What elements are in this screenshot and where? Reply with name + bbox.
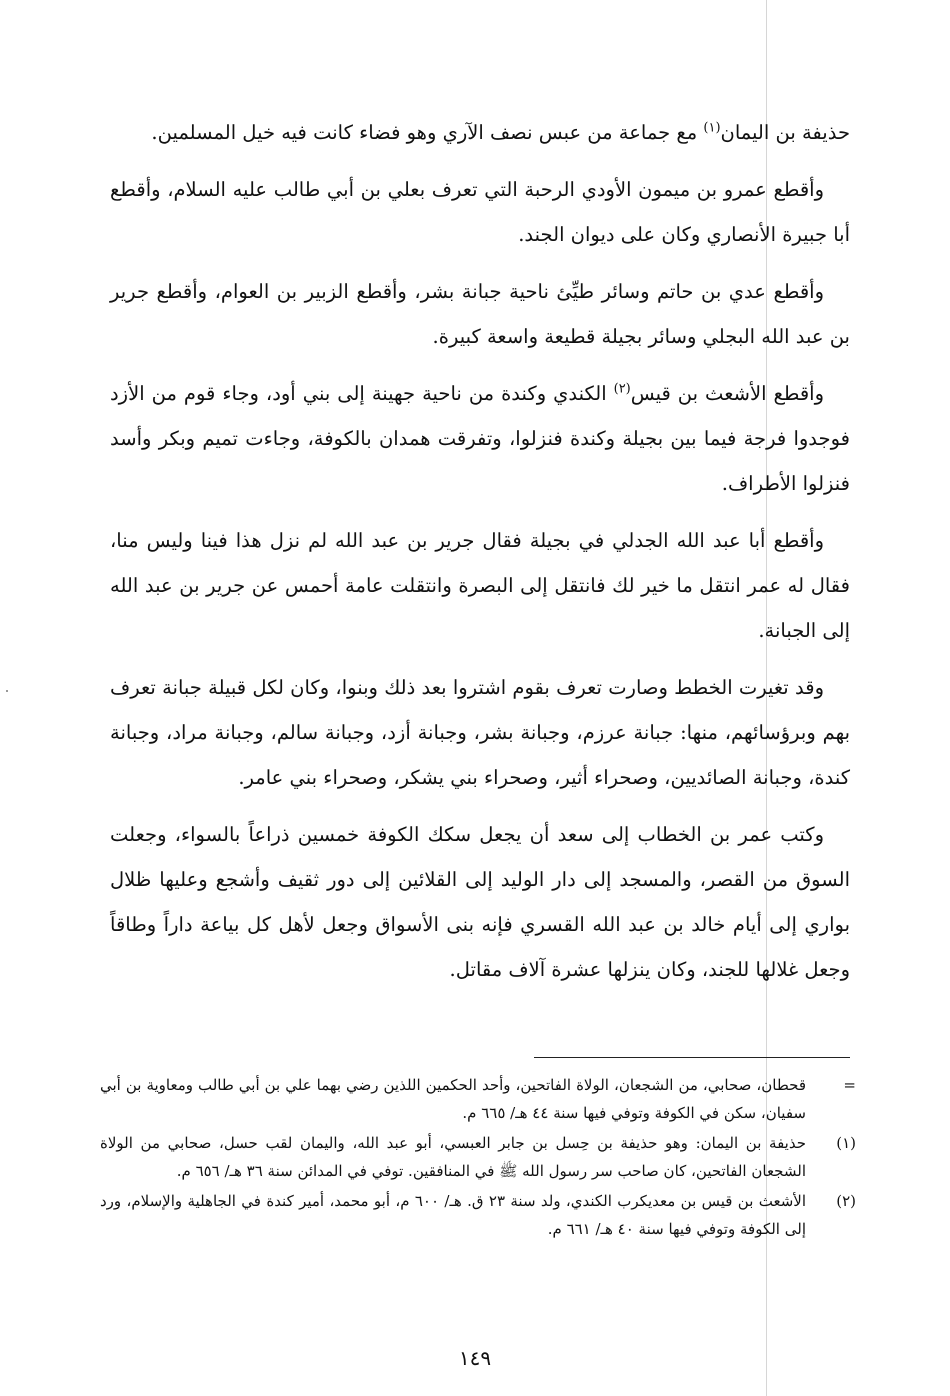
paragraph-5: وأقطع أبا عبد الله الجدلي في بجيلة فقال جرير بن عبد الله لم نزل هذا فينا وليس منا، فقال له عمر انتقل ما خير لك فانتقل إلى البصرة وانتقلت عامة أحمس عن جرير بن عبد الله إلى الجبانة. xyxy=(110,529,850,642)
page-number: ١٤٩ xyxy=(458,1346,492,1370)
paragraph-6: وقد تغيرت الخطط وصارت تعرف بقوم اشتروا بعد ذلك وبنوا، وكان لكل قبيلة جبانة تعرف بهم وبرؤسائهم، منها: جبانة عرزم، وجبانة بشر، وجبانة أزد، وجبانة سالم، وجبانة مراد، وجبانة كندة، وجبانة الصائديين، وصحراء أثير، وصحراء بني يشكر، وصحراء بني عامر. xyxy=(110,676,850,789)
paragraph-3: وأقطع عدي بن حاتم وسائر طيِّئ ناحية جبانة بشر، وأقطع الزبير بن العوام، وأقطع جرير بن عبد الله البجلي وسائر بجيلة قطيعة واسعة كبيرة. xyxy=(110,280,850,348)
footnote-continuation xyxy=(100,1072,856,1127)
paragraph-4: وأقطع الأشعث بن قيس$^{(٢)}$ الكندي وكندة من ناحية جهينة إلى بني أود، وجاء قوم من الأزد فوجدوا فرجة فيما بين بجيلة وكندة فنزلوا، وتفرقت همدان بالكوفة، وجاءت تميم وبكر وأسد فنزلوا الأطراف. xyxy=(110,381,850,495)
footnote-reference-1[interactable]: (١) xyxy=(703,120,721,136)
footnote-separator xyxy=(534,1057,850,1058)
main-text xyxy=(110,110,850,1004)
footnote-reference-2[interactable]: (٢) xyxy=(613,381,631,397)
footnote-marker: = xyxy=(843,1076,856,1094)
footnotes xyxy=(100,1072,856,1246)
footnote-text: قحطان، صحابي، من الشجعان، الولاة الفاتحين، وأحد الحكمين اللذين رضي بهما علي بن أبي طالب ومعاوية بن أبي سفيان، سكن في الكوفة وتوفي فيها سنة ٤٤ هـ/ ٦٦٥ م. xyxy=(100,1076,806,1122)
footnote-text: حذيفة بن اليمان: وهو حذيفة بن حِسل بن جابر العبسي، أبو عبد الله، واليمان لقب حسل، صحابي من الولاة الشجعان الفاتحين، كان صاحب سر رسول الله ﷺ في المنافقين. توفي في المدائن سنة ٣٦ هـ/ ٦٥٦ م. xyxy=(100,1134,806,1180)
footnote-1 xyxy=(100,1130,856,1185)
paragraph-7: وكتب عمر بن الخطاب إلى سعد أن يجعل سكك الكوفة خمسين ذراعاً بالسواء، وجعلت السوق من القصر، والمسجد إلى دار الوليد إلى القلائين إلى دور ثقيف وأشجع وعليها ظلال بواري إلى أيام خالد بن عبد الله القسري فإنه بنى الأسواق وجعل لأهل كل بياعة داراً وطاقاً وجعل غلالها للجند، وكان ينزلها عشرة آلاف مقاتل. xyxy=(110,823,850,981)
paragraph-1: حذيفة بن اليمان$^{(١)}$ مع جماعة من عبس نصف الآري وهو فضاء كانت فيه خيل المسلمين. xyxy=(151,120,850,144)
footnote-marker: (١) xyxy=(836,1134,856,1152)
footnote-text: الأشعث بن قيس بن معديكرب الكندي، ولد سنة ٢٣ ق. هـ/ ٦٠٠ م، أبو محمد، أمير كندة في الجاهلية والإسلام، ورد إلى الكوفة وتوفي فيها سنة ٤٠ هـ/ ٦٦١ م. xyxy=(100,1192,806,1238)
footnote-2 xyxy=(100,1188,856,1243)
scan-mark xyxy=(6,690,8,692)
paragraph-2: وأقطع عمرو بن ميمون الأودي الرحبة التي تعرف بعلي بن أبي طالب عليه السلام، وأقطع أبا جبيرة الأنصاري وكان على ديوان الجند. xyxy=(110,178,850,246)
footnote-marker: (٢) xyxy=(836,1192,856,1210)
